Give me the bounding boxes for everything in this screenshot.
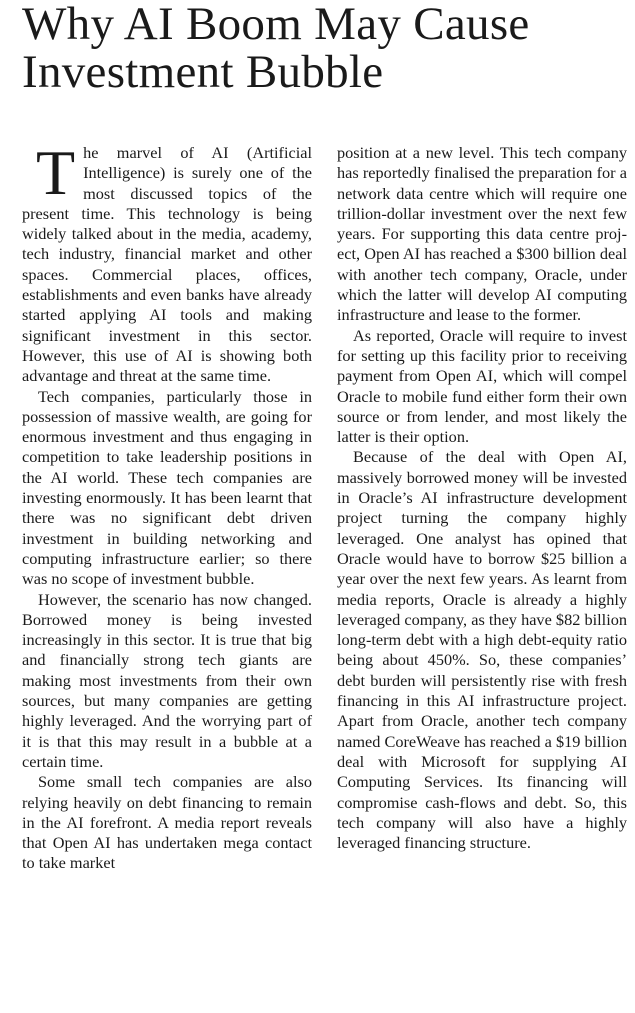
article-paragraph-1 bbox=[22, 137, 312, 387]
article-paragraph-4-continued: position at a new level. This tech company has reportedly finalised the preparation for a network data centre which will require one trillion-dollar investment over the next few years. For supporting this data centre project, Open AI has reached a $300 billion deal with another tech company, Oracle, under which the latter will develop AI computing infrastructure and lease to the former. bbox=[337, 143, 627, 325]
article-paragraph-5: As reported, Oracle will require to invest for setting up this facility prior to receiving payment from Open AI, which will compel Oracle to mobile fund either form their own source or from lender, and most likely the latter is their option. bbox=[337, 325, 627, 447]
article-headline: Why AI Boom May Cause Investment Bubble bbox=[22, 0, 530, 98]
article-column-left bbox=[22, 137, 312, 874]
article-paragraph-1-text: he marvel of AI (Artificial Intelligence) is surely one of the most discussed topics of the present time. This technology is being widely talked about in the media, academy, tech industry, financial market and other spaces. Commercial places, offices, establishments and even banks have already started applying AI tools and making significant investment in this sector. However, this use of AI is showing both advantage and threat at the same time. bbox=[22, 143, 312, 386]
article-paragraph-6: Because of the deal with Open AI, massively borrowed money will be invested in Oracle’s AI infrastructure development project turning the company highly leveraged. One analyst has opined that Oracle would have to borrow $25 billion a year over the next few years. As learnt from media reports, Oracle is already a highly leveraged company, as they have $82 billion long-term debt with a high debt-equity ratio being about 450%. So, these companies’ debt burden will persistently rise with fresh financing in this AI infrastructure project. Apart from Oracle, another tech company named CoreWeave has reached a $19 billion deal with Microsoft for supplying AI Computing Services. Its financing will compromise cash-flows and debt. So, this tech company will also have a highly leveraged financing structure. bbox=[337, 447, 627, 853]
article-paragraph-4: Some small tech companies are also relying heavily on debt financing to remain in the AI forefront. A media report reveals that Open AI has undertaken mega contact to take market bbox=[22, 772, 312, 873]
article-paragraph-2: Tech companies, particularly those in possession of massive wealth, are going for enormous investment and thus engaging in competition to take leadership positions in the AI world. These tech companies are investing enormously. It has been learnt that there was no significant debt driven investment in building networking and computing infrastructure earlier; so there was no scope of investment bubble. bbox=[22, 386, 312, 589]
article-paragraph-3: However, the scenario has now changed. Borrowed money is being invested increasingly in this sector. It is true that big and financially strong tech giants are making most investments from their own sources, but many companies are getting highly leveraged. And the worrying part of it is that this may result in a bubble at a certain time. bbox=[22, 589, 312, 771]
drop-cap: T bbox=[36, 137, 76, 208]
article-column-right bbox=[337, 143, 627, 853]
